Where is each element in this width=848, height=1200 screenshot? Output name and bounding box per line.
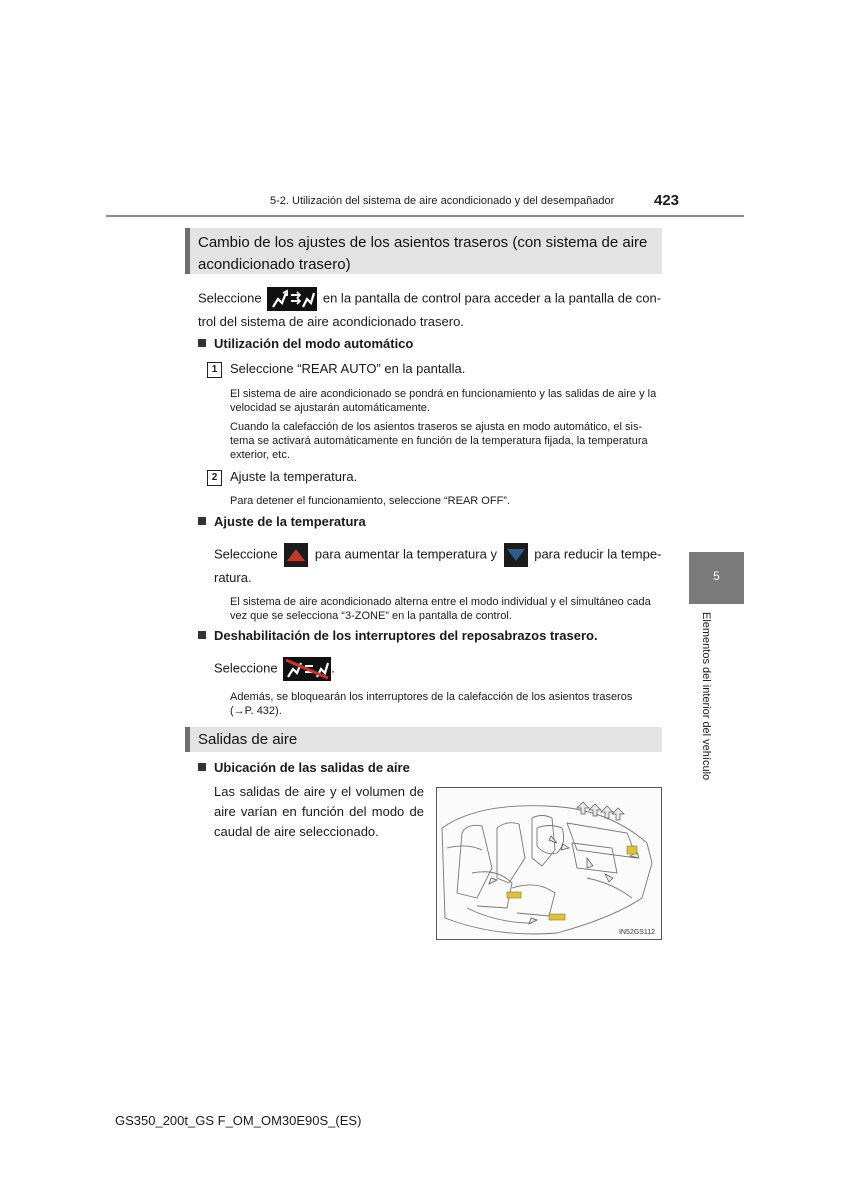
step-2-note: Para detener el funcionamiento, seleccione “REAR OFF”. <box>230 495 511 507</box>
footer-code: GS350_200t_GS F_OM_OM30E90S_(ES) <box>115 1113 362 1128</box>
temp-text-a: Seleccione <box>214 546 278 562</box>
outlets-line-3: caudal de aire seleccionado. <box>214 824 379 839</box>
temp-text-b: para aumentar la temperatura y <box>314 546 497 562</box>
auto-mode-heading <box>198 336 413 351</box>
temp-up-icon <box>284 543 308 567</box>
intro-paragraph <box>198 287 660 333</box>
step-2-number: 2 <box>207 470 222 486</box>
temp-adjust-note <box>230 595 662 623</box>
step-2 <box>207 466 357 488</box>
outlets-line-2: aire varían en función del modo de <box>214 804 424 819</box>
square-bullet-icon <box>198 517 206 525</box>
square-bullet-icon <box>198 763 206 771</box>
temp-adjust-paragraph <box>214 543 660 589</box>
auto-mode-heading-text: Utilización del modo automático <box>214 336 414 351</box>
car-interior-drawing <box>437 788 661 939</box>
step-1-note-2 <box>230 420 662 462</box>
temp-text-c: para reducir la tempe- <box>534 546 662 562</box>
note-line: vez que se selecciona “3-ZONE” en la pantalla de control. <box>230 610 512 622</box>
note-line: tema se activará automáticamente en función de la temperatura fijada, la temperatura <box>230 435 648 447</box>
section-heading-line1: Cambio de los ajustes de los asientos traseros (con sistema de aire <box>198 234 648 251</box>
step-1-number: 1 <box>207 362 222 378</box>
header-divider <box>106 215 744 217</box>
page-number: 423 <box>654 192 680 209</box>
armrest-lock-icon <box>283 657 331 681</box>
rear-ac-icon <box>267 287 317 311</box>
running-header: 5-2. Utilización del sistema de aire acondicionado y del desempañador <box>270 195 615 207</box>
outlets-location-heading <box>198 760 410 775</box>
section-heading-air-outlets-text: Salidas de aire <box>198 731 298 748</box>
step-1-note-1 <box>230 387 662 415</box>
square-bullet-icon <box>198 631 206 639</box>
note-line: El sistema de aire acondicionado alterna entre el modo individual y el simultáneo cada <box>230 596 651 608</box>
note-line: Además, se bloquearán los interruptores de la calefacción de los asientos traseros <box>230 691 633 703</box>
note-line: velocidad se ajustarán automáticamente. <box>230 402 430 414</box>
note-line: (→P. 432). <box>230 705 282 717</box>
temp-down-icon <box>504 543 528 567</box>
section-heading-line2: acondicionado trasero) <box>198 256 351 273</box>
outlets-location-heading-text: Ubicación de las salidas de aire <box>214 760 410 775</box>
chapter-tab[interactable] <box>689 552 744 604</box>
intro-text-a: Seleccione <box>198 290 262 306</box>
square-bullet-icon <box>198 339 206 347</box>
disable-switches-heading-text: Deshabilitación de los interruptores del reposabrazos trasero. <box>214 628 598 643</box>
step-2-text: Ajuste la temperatura. <box>230 469 358 484</box>
figure-code: IN52GS112 <box>618 929 655 936</box>
chapter-title-text: Elementos del interior del vehículo <box>700 612 712 781</box>
intro-text-b: en la pantalla de control para acceder a la pantalla de con- <box>322 290 662 306</box>
temp-text-d: ratura. <box>214 570 252 585</box>
disable-switches-note <box>230 690 662 718</box>
disable-text-a: Seleccione <box>214 660 278 676</box>
disable-switches-paragraph <box>214 657 335 681</box>
chapter-title-vertical <box>700 612 714 792</box>
car-interior-illustration <box>436 787 662 940</box>
outlets-line-1: Las salidas de aire y el volumen de <box>214 784 424 799</box>
section-heading-air-outlets <box>185 727 662 752</box>
step-1-text: Seleccione “REAR AUTO” en la pantalla. <box>230 361 466 376</box>
temp-adjust-heading <box>198 514 366 529</box>
note-line: El sistema de aire acondicionado se pondrá en funcionamiento y las salidas de aire y la <box>230 388 657 400</box>
outlets-paragraph <box>214 782 424 842</box>
intro-text-c: trol del sistema de aire acondicionado trasero. <box>198 314 464 329</box>
section-heading-rear-seats <box>185 228 662 274</box>
note-line: exterior, etc. <box>230 449 290 461</box>
temp-adjust-heading-text: Ajuste de la temperatura <box>214 514 366 529</box>
step-1 <box>207 358 465 380</box>
chapter-number: 5 <box>713 569 720 583</box>
note-line: Cuando la calefacción de los asientos traseros se ajusta en modo automático, el sis- <box>230 421 643 433</box>
disable-text-b: . <box>331 660 335 676</box>
disable-switches-heading <box>198 628 598 643</box>
